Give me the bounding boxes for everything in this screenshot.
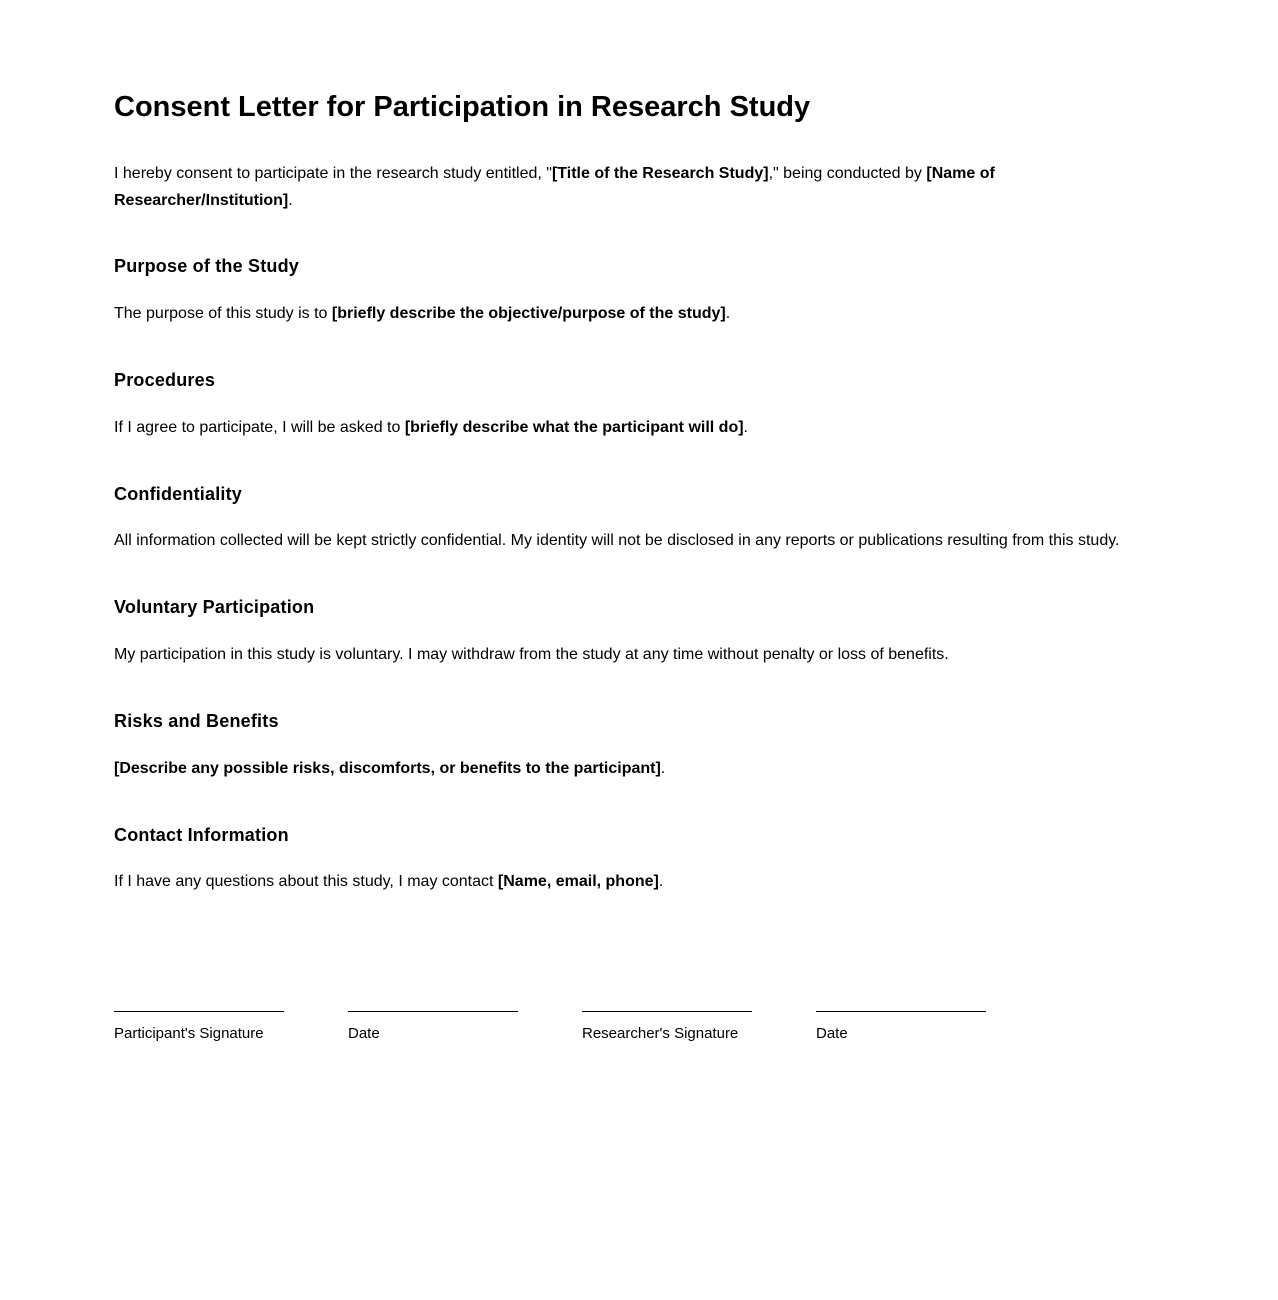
signature-row xyxy=(114,1011,1114,1051)
voluntary-paragraph: My participation in this study is voluntary. I may withdraw from the study at any time without penalty or loss of benefits. xyxy=(114,646,949,663)
contact-text: If I have any questions about this study, I may contact xyxy=(114,873,498,890)
researcher-placeholder: [Name of Researcher/Institution] xyxy=(114,165,995,209)
researcher-signature-line[interactable] xyxy=(582,1011,752,1012)
purpose-end: . xyxy=(725,305,731,322)
procedures-paragraph xyxy=(114,416,748,440)
procedures-end: . xyxy=(743,419,748,436)
researcher-date-label: Date xyxy=(816,1025,848,1042)
intro-paragraph xyxy=(114,160,1014,214)
researcher-date-line[interactable] xyxy=(816,1011,986,1012)
contact-paragraph xyxy=(114,870,663,894)
risks-placeholder: [Describe any possible risks, discomforts, or benefits to the participant] xyxy=(114,760,661,777)
procedures-text: If I agree to participate, I will be asked to xyxy=(114,419,405,436)
purpose-paragraph xyxy=(114,302,730,326)
procedures-heading: Procedures xyxy=(114,370,216,390)
document-title: Consent Letter for Participation in Research Study xyxy=(114,91,811,123)
participant-signature-line[interactable] xyxy=(114,1011,284,1012)
voluntary-heading: Voluntary Participation xyxy=(114,597,315,617)
confidentiality-heading: Confidentiality xyxy=(114,484,242,504)
intro-text-3: . xyxy=(288,192,293,209)
participant-signature-label: Participant's Signature xyxy=(114,1025,264,1042)
risks-paragraph xyxy=(114,757,665,781)
purpose-text: The purpose of this study is to xyxy=(114,305,332,322)
risks-end: . xyxy=(660,760,666,777)
researcher-signature-block xyxy=(582,1011,752,1043)
contact-heading: Contact Information xyxy=(114,825,289,845)
confidentiality-paragraph: All information collected will be kept strictly confidential. My identity will not be disclosed in any reports or publications resulting from this study. xyxy=(114,532,1120,549)
contact-end: . xyxy=(658,873,664,890)
participant-date-label: Date xyxy=(348,1025,380,1042)
participant-date-line[interactable] xyxy=(348,1011,518,1012)
researcher-signature-label: Researcher's Signature xyxy=(582,1025,739,1042)
purpose-heading: Purpose of the Study xyxy=(114,256,300,276)
intro-text-1: I hereby consent to participate in the research study entitled, " xyxy=(114,165,552,182)
contact-placeholder: [Name, email, phone] xyxy=(497,873,659,890)
study-title-placeholder: [Title of the Research Study] xyxy=(551,165,769,182)
risks-heading: Risks and Benefits xyxy=(114,711,279,731)
participant-signature-block xyxy=(114,1011,284,1043)
purpose-placeholder: [briefly describe the objective/purpose of the study] xyxy=(331,305,726,322)
intro-text-2: ," being conducted by xyxy=(768,165,927,182)
participant-date-block xyxy=(348,1011,518,1043)
procedures-placeholder: [briefly describe what the participant will do] xyxy=(404,419,744,436)
researcher-date-block xyxy=(816,1011,986,1043)
